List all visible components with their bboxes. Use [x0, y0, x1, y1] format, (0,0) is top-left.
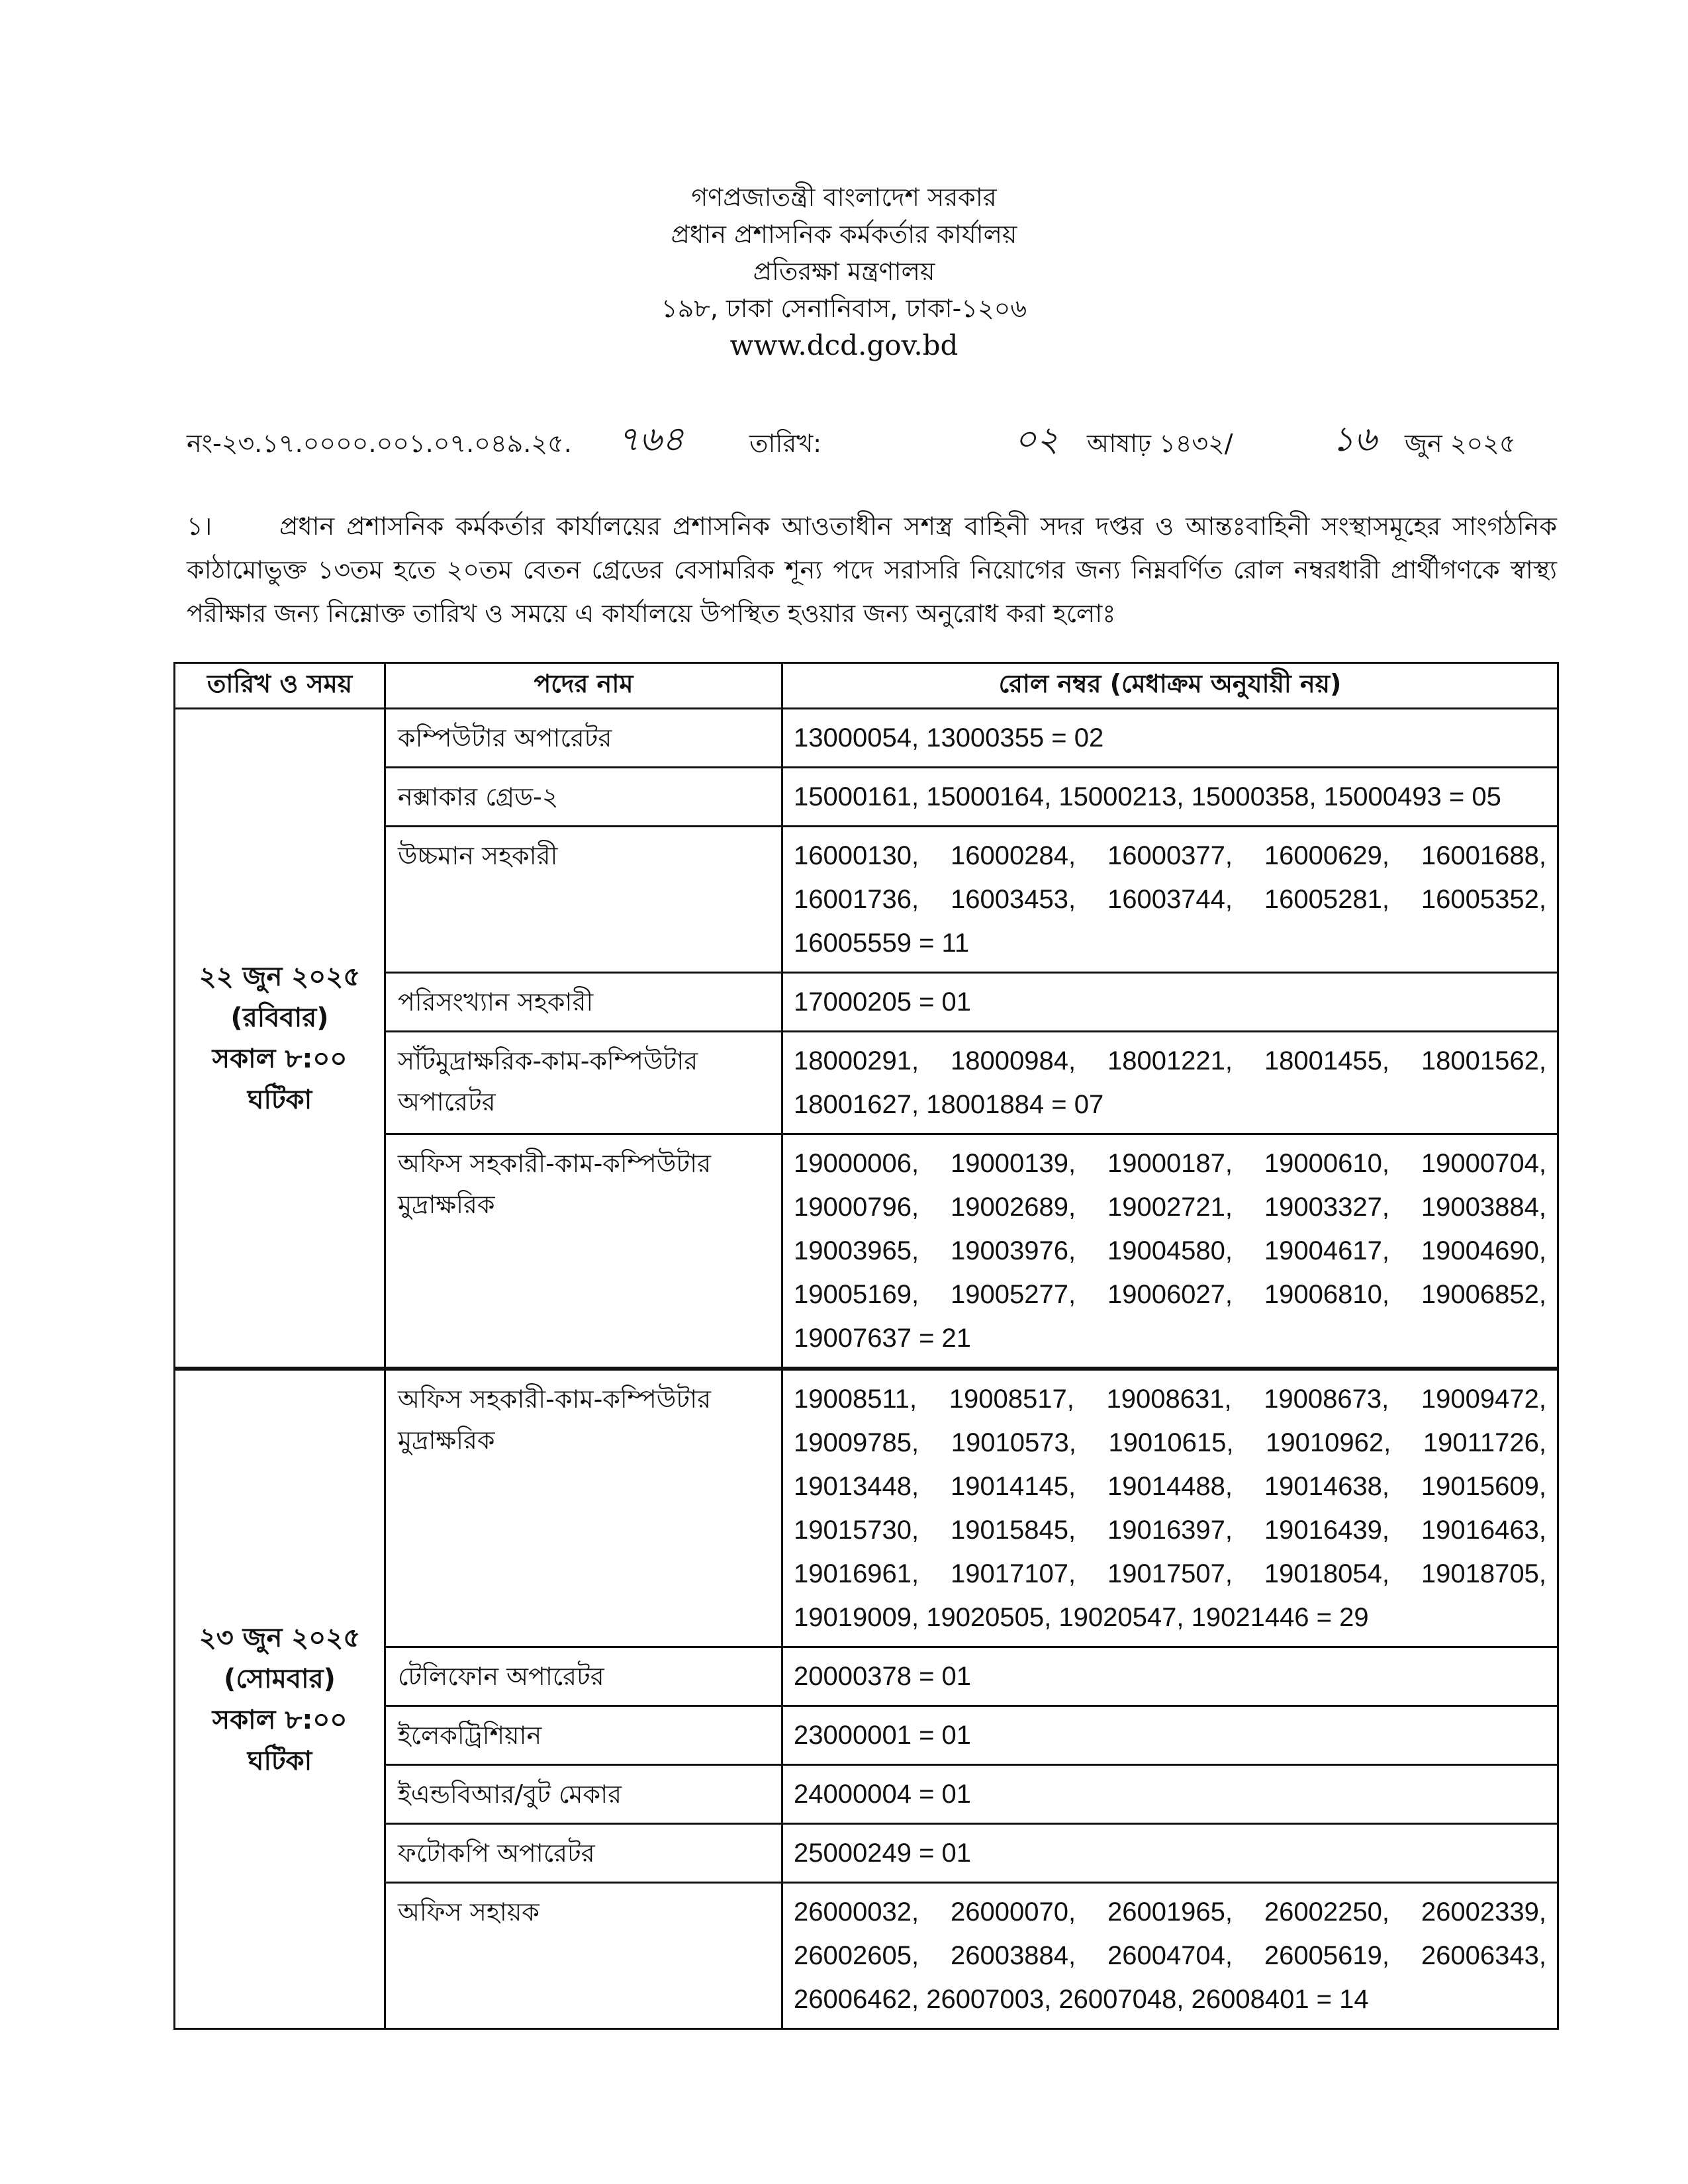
office-name: প্রধান প্রশাসনিক কর্মকর্তার কার্যালয়: [671, 220, 1017, 249]
post-name: অফিস সহায়ক: [385, 1883, 782, 2029]
group-1-date: ২২ জুন ২০২৫: [199, 961, 361, 992]
reference-line: [187, 420, 1557, 463]
group-2-day: (সোমবার): [224, 1663, 336, 1694]
government-name: গণপ্রজাতন্ত্রী বাংলাদেশ সরকার: [691, 183, 997, 212]
post-name: অফিস সহকারী-কাম-কম্পিউটার মুদ্রাক্ষরিক: [385, 1134, 782, 1369]
group-1-day: (রবিবার): [230, 1002, 329, 1033]
english-day-handwritten: ১৬: [1332, 420, 1377, 459]
bangla-day-handwritten: ০২: [1014, 420, 1059, 459]
roll-numbers: 17000205 = 01: [782, 973, 1558, 1032]
reference-number-handwritten: ৭৬৪: [617, 420, 684, 459]
date-label: তারিখ:: [749, 429, 822, 458]
roll-numbers: 24000004 = 01: [782, 1765, 1558, 1824]
roll-numbers: 20000378 = 01: [782, 1647, 1558, 1706]
header-roll-numbers: রোল নম্বর (মেধাক্রম অনুযায়ী নয়): [782, 663, 1558, 709]
post-name: ফটোকপি অপারেটর: [385, 1824, 782, 1883]
roll-numbers: 19000006, 19000139, 19000187, 19000610, 19000704, 19000796, 19002689, 19002721, 19003327, 19003884, 19003965, 19003976, 19004580, 19004617, 19004690, 19005169, 19005277, 19006027, 19006810, 19006852, 19007637 = 21: [782, 1134, 1558, 1369]
date-cell-group-2: [175, 1369, 385, 2029]
post-name: ইএন্ডবিআর/বুট মেকার: [385, 1765, 782, 1824]
website: www.dcd.gov.bd: [729, 329, 959, 361]
roll-numbers: 16000130, 16000284, 16000377, 16000629, 16001688, 16001736, 16003453, 16003744, 16005281, 16005352, 16005559 = 11: [782, 827, 1558, 973]
roll-numbers: 25000249 = 01: [782, 1824, 1558, 1883]
table-row: [175, 1369, 1558, 1647]
english-month-year: জুন ২০২৫: [1405, 429, 1516, 458]
roll-numbers: 13000054, 13000355 = 02: [782, 709, 1558, 768]
ministry-name: প্রতিরক্ষা মন্ত্রণালয়: [753, 257, 935, 286]
post-name: সাঁটমুদ্রাক্ষরিক-কাম-কম্পিউটার অপারেটর: [385, 1032, 782, 1134]
letterhead: [0, 179, 1688, 364]
roll-numbers: 23000001 = 01: [782, 1706, 1558, 1765]
post-name: অফিস সহকারী-কাম-কম্পিউটার মুদ্রাক্ষরিক: [385, 1369, 782, 1647]
post-name: পরিসংখ্যান সহকারী: [385, 973, 782, 1032]
instruction-paragraph: [187, 504, 1557, 635]
header-date-time: তারিখ ও সময়: [175, 663, 385, 709]
roll-number-table: [173, 662, 1559, 2030]
roll-numbers: 19008511, 19008517, 19008631, 19008673, 19009472, 19009785, 19010573, 19010615, 19010962, 19011726, 19013448, 19014145, 19014488, 19014638, 19015609, 19015730, 19015845, 19016397, 19016439, 19016463, 19016961, 19017107, 19017507, 19018054, 19018705, 19019009, 19020505, 19020547, 19021446 = 29: [782, 1369, 1558, 1647]
post-name: টেলিফোন অপারেটর: [385, 1647, 782, 1706]
roll-numbers: 15000161, 15000164, 15000213, 15000358, 15000493 = 05: [782, 768, 1558, 827]
bangla-month-year: আষাঢ় ১৪৩২/: [1087, 429, 1233, 458]
roll-numbers: 18000291, 18000984, 18001221, 18001455, 18001562, 18001627, 18001884 = 07: [782, 1032, 1558, 1134]
post-name: ইলেকট্রিশিয়ান: [385, 1706, 782, 1765]
post-name: কম্পিউটার অপারেটর: [385, 709, 782, 768]
reference-number: নং-২৩.১৭.০০০০.০০১.০৭.০৪৯.২৫.: [187, 429, 572, 458]
table-row: [175, 709, 1558, 768]
table-header-row: [175, 663, 1558, 709]
paragraph-number: ১।: [187, 512, 212, 541]
group-2-date: ২৩ জুন ২০২৫: [199, 1622, 361, 1653]
date-cell-group-1: [175, 709, 385, 1369]
roll-numbers: 26000032, 26000070, 26001965, 26002250, 26002339, 26002605, 26003884, 26004704, 26005619, 26006343, 26006462, 26007003, 26007048, 26008401 = 14: [782, 1883, 1558, 2029]
post-name: উচ্চমান সহকারী: [385, 827, 782, 973]
group-2-time: সকাল ৮:০০: [212, 1704, 348, 1735]
group-1-time: সকাল ৮:০০: [212, 1043, 348, 1074]
header-post-name: পদের নাম: [385, 663, 782, 709]
paragraph-text: প্রধান প্রশাসনিক কর্মকর্তার কার্যালয়ের প্রশাসনিক আওতাধীন সশস্ত্র বাহিনী সদর দপ্তর ও আন্তঃবাহিনী সংস্থাসমূহের সাংগঠনিক কাঠামোভুক্ত ১৩তম হতে ২০তম বেতন গ্রেডের বেসামরিক শূন্য পদে সরাসরি নিয়োগের জন্য নিম্নবর্ণিত রোল নম্বরধারী প্রার্থীগণকে স্বাস্থ্য পরীক্ষার জন্য নিম্নোক্ত তারিখ ও সময়ে এ কার্যালয়ে উপস্থিত হওয়ার জন্য অনুরোধ করা হলোঃ: [187, 512, 1557, 628]
post-name: নক্সাকার গ্রেড-২: [385, 768, 782, 827]
group-1-time-unit: ঘটিকা: [247, 1084, 312, 1115]
office-address: ১৯৮, ঢাকা সেনানিবাস, ঢাকা-১২০৬: [661, 294, 1027, 323]
group-2-time-unit: ঘটিকা: [247, 1745, 312, 1776]
